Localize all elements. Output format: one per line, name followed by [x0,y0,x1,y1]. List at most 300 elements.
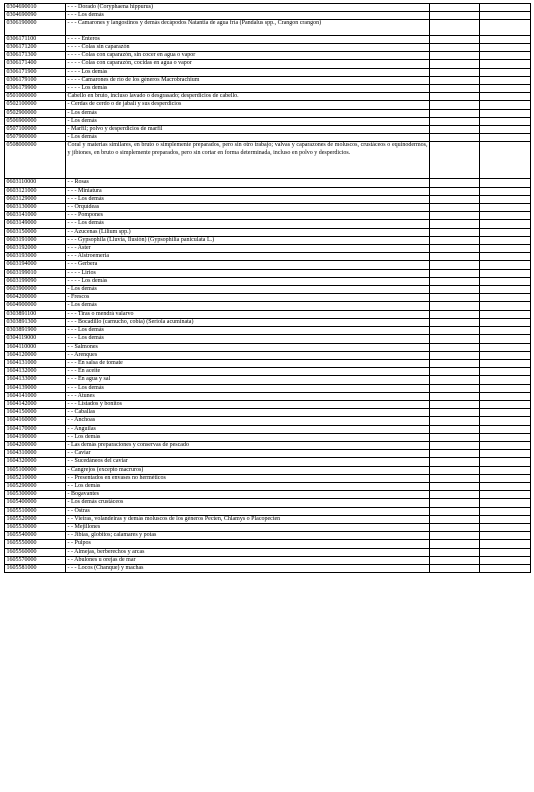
table-row [5,368,531,376]
empty-cell [430,101,480,109]
tariff-description-cell: - - Arenques [66,351,430,359]
empty-cell [480,482,531,490]
empty-cell [480,253,531,261]
table-row [5,101,531,109]
tariff-description-cell: - - - Los demás [66,327,430,335]
tariff-code-cell: 1604131000 [5,359,66,367]
empty-cell [430,286,480,294]
table-row [5,126,531,134]
tariff-code-cell: 0306190000 [5,20,66,35]
tariff-description-cell: - - - - Colas con caparazón, cocidas en agua o vapor [66,60,430,68]
table-row [5,245,531,253]
tariff-table-body [5,4,531,573]
tariff-code-cell: 0603199090 [5,277,66,285]
tariff-description-cell: - Los demás [66,302,430,310]
empty-cell [430,376,480,384]
empty-cell [430,343,480,351]
table-row [5,44,531,52]
tariff-code-cell: 0603149000 [5,220,66,228]
table-row [5,76,531,84]
tariff-code-cell: 0506900000 [5,117,66,125]
empty-cell [480,35,531,43]
tariff-description-cell: - - - Los demás [66,384,430,392]
table-row [5,302,531,310]
table-row [5,400,531,408]
empty-cell [430,482,480,490]
tariff-code-cell: 1604200000 [5,441,66,449]
tariff-code-cell: 1604133000 [5,376,66,384]
tariff-description-cell: - - - Gypsophila (Lluvia, Ilusión) (Gypsophilia paniculata L.) [66,236,430,244]
tariff-description-cell: - Los demás [66,286,430,294]
tariff-code-cell: 1604190000 [5,433,66,441]
empty-cell [430,532,480,540]
empty-cell [480,269,531,277]
tariff-code-cell: 0304690010 [5,4,66,12]
tariff-code-cell: 0604900000 [5,302,66,310]
tariff-description-cell: - - - Dorado (Coryphaena hippurus) [66,4,430,12]
empty-cell [480,236,531,244]
empty-cell [480,327,531,335]
table-row [5,507,531,515]
tariff-description-cell: - Cangrejos (excepto macruros) [66,466,430,474]
tariff-code-cell: 0306171100 [5,35,66,43]
table-row [5,564,531,572]
tariff-code-cell: 1605581000 [5,564,66,572]
empty-cell [480,109,531,117]
tariff-code-cell: 0603192000 [5,245,66,253]
empty-cell [480,277,531,285]
empty-cell [430,474,480,482]
empty-cell [430,409,480,417]
empty-cell [430,556,480,564]
tariff-description-cell: - - - - Colas con caparazón, sin cocer en agua o vapor [66,52,430,60]
tariff-code-cell: 0303891300 [5,318,66,326]
tariff-description-cell: - - Almejas, berberechos y arcas [66,548,430,556]
table-row [5,384,531,392]
empty-cell [480,4,531,12]
tariff-description-cell: - - Azucenas (Lilium spp.) [66,228,430,236]
empty-cell [480,261,531,269]
empty-cell [430,179,480,187]
table-row [5,142,531,179]
tariff-code-cell: 1605550000 [5,540,66,548]
table-row [5,4,531,12]
tariff-code-cell: 0603900000 [5,286,66,294]
empty-cell [430,384,480,392]
empty-cell [430,564,480,572]
empty-cell [480,548,531,556]
tariff-description-cell: - Frescos [66,294,430,302]
empty-cell [480,68,531,76]
table-row [5,458,531,466]
tariff-description-cell: - - Anchoas [66,417,430,425]
tariff-code-cell: 1604139000 [5,384,66,392]
empty-cell [480,318,531,326]
tariff-description-cell: - Los demás [66,109,430,117]
empty-cell [430,318,480,326]
table-row [5,499,531,507]
tariff-description-cell: - - - En agua y sal [66,376,430,384]
empty-cell [480,556,531,564]
tariff-description-cell: - - Anguilas [66,425,430,433]
empty-cell [480,142,531,179]
empty-cell [430,499,480,507]
tariff-code-cell: 1605290000 [5,482,66,490]
tariff-code-cell: 0603130000 [5,204,66,212]
tariff-description-cell: - - - Camarones y langostinos y demás decápodos Natantia de agua fría (Pandalus spp., Crangon crangon) [66,20,430,35]
tariff-description-cell: - - Los demás [66,482,430,490]
empty-cell [480,52,531,60]
tariff-code-cell: 0603110000 [5,179,66,187]
tariff-description-cell: - - - - Colas sin caparazón [66,44,430,52]
empty-cell [480,409,531,417]
empty-cell [480,126,531,134]
empty-cell [480,368,531,376]
tariff-description-cell: Coral y materias similares, en bruto o simplemente preparados, pero sin otro trabajo; valvas y caparazones de moluscos, crustáceos o equinodermos, y jibiones, en bruto o simplemente preparados, pero sin cortar en forma determinada, incluso en polvo y desperdicios. [66,142,430,179]
tariff-description-cell: - Los demás crustáceos [66,499,430,507]
tariff-code-cell: 1604320000 [5,458,66,466]
empty-cell [480,134,531,142]
tariff-code-cell: 1605570000 [5,556,66,564]
tariff-code-cell: 0306171900 [5,68,66,76]
table-row [5,482,531,490]
tariff-code-cell: 1605210000 [5,474,66,482]
empty-cell [430,204,480,212]
empty-cell [430,85,480,93]
table-row [5,253,531,261]
tariff-description-cell: - - - En aceite [66,368,430,376]
tariff-description-cell: - Los demás [66,134,430,142]
tariff-code-cell: 0604200000 [5,294,66,302]
tariff-description-cell: - - - Los demás [66,220,430,228]
tariff-code-cell: 0501000000 [5,93,66,101]
empty-cell [430,335,480,343]
table-row [5,425,531,433]
empty-cell [430,4,480,12]
empty-cell [480,245,531,253]
tariff-description-cell: - - - Listados y bonitos [66,400,430,408]
table-row [5,523,531,531]
tariff-code-cell: 1605100000 [5,466,66,474]
tariff-description-cell: - - - - Los demás [66,68,430,76]
table-row [5,236,531,244]
tariff-code-cell: 0306171300 [5,52,66,60]
empty-cell [430,433,480,441]
table-row [5,433,531,441]
empty-cell [480,195,531,203]
tariff-code-cell: 0603199010 [5,269,66,277]
tariff-description-cell: - - - Aster [66,245,430,253]
table-row [5,109,531,117]
tariff-description-cell: - - - - Lirios [66,269,430,277]
tariff-description-cell: - - - Pompones [66,212,430,220]
table-row [5,269,531,277]
tariff-code-cell: 0507100000 [5,126,66,134]
tariff-description-cell: - Los demás [66,117,430,125]
tariff-code-cell: 1604120000 [5,351,66,359]
tariff-code-cell: 1604310000 [5,450,66,458]
table-row [5,294,531,302]
empty-cell [480,491,531,499]
tariff-description-cell: - - - Los demás [66,195,430,203]
tariff-code-cell: 1604170000 [5,425,66,433]
empty-cell [480,376,531,384]
empty-cell [430,302,480,310]
empty-cell [480,212,531,220]
table-row [5,93,531,101]
table-row [5,335,531,343]
tariff-description-cell: - - - Alstroemeria [66,253,430,261]
tariff-description-cell: - - Salmones [66,343,430,351]
table-row [5,318,531,326]
table-row [5,540,531,548]
empty-cell [480,359,531,367]
empty-cell [480,532,531,540]
empty-cell [480,117,531,125]
table-row [5,228,531,236]
tariff-code-cell: 1604150000 [5,409,66,417]
table-row [5,204,531,212]
tariff-description-cell: - - Los demás [66,433,430,441]
tariff-code-cell: 0507900000 [5,134,66,142]
table-row [5,417,531,425]
table-row [5,343,531,351]
table-row [5,12,531,20]
empty-cell [430,109,480,117]
empty-cell [430,60,480,68]
empty-cell [430,35,480,43]
empty-cell [430,212,480,220]
empty-cell [480,302,531,310]
empty-cell [480,93,531,101]
tariff-code-cell: 1604160000 [5,417,66,425]
empty-cell [480,179,531,187]
empty-cell [430,368,480,376]
tariff-code-cell: 1605400000 [5,499,66,507]
empty-cell [480,499,531,507]
tariff-description-cell: - Marfil; polvo y desperdicios de marfil [66,126,430,134]
tariff-description-cell: - - Pulpos [66,540,430,548]
empty-cell [480,417,531,425]
tariff-description-cell: - - Ostras [66,507,430,515]
empty-cell [480,228,531,236]
table-row [5,441,531,449]
tariff-description-cell: - - - Miniatura [66,187,430,195]
empty-cell [480,310,531,318]
table-row [5,327,531,335]
empty-cell [430,76,480,84]
tariff-description-cell: - - Sucedáneos del caviar [66,458,430,466]
tariff-description-cell: - - - Gerbera [66,261,430,269]
table-row [5,212,531,220]
empty-cell [430,441,480,449]
empty-cell [480,392,531,400]
empty-cell [430,142,480,179]
tariff-code-cell: 0502900000 [5,109,66,117]
empty-cell [480,466,531,474]
table-row [5,392,531,400]
tariff-description-cell: - - - Los demás [66,12,430,20]
tariff-code-cell: 0603193000 [5,253,66,261]
empty-cell [480,76,531,84]
tariff-code-cell: 1605530000 [5,523,66,531]
empty-cell [430,52,480,60]
tariff-code-cell: 1604110000 [5,343,66,351]
tariff-description-cell: - Las demás preparaciones y conservas de pescado [66,441,430,449]
empty-cell [480,335,531,343]
empty-cell [480,564,531,572]
tariff-code-cell: 0508000000 [5,142,66,179]
table-row [5,466,531,474]
tariff-description-cell: - - - - Enteros [66,35,430,43]
tariff-description-cell: - - - - Los demás [66,85,430,93]
tariff-code-cell: 0306179900 [5,85,66,93]
tariff-description-cell: - - Mejillones [66,523,430,531]
empty-cell [480,450,531,458]
tariff-code-cell: 1605510000 [5,507,66,515]
table-row [5,351,531,359]
tariff-description-cell: - - - - Los demás [66,277,430,285]
tariff-description-cell: - - Caballas [66,409,430,417]
empty-cell [430,548,480,556]
empty-cell [430,93,480,101]
tariff-description-cell: - - Caviar [66,450,430,458]
tariff-description-cell: - - - - Camarones de río de los géneros Macrobrachium [66,76,430,84]
empty-cell [430,245,480,253]
tariff-code-cell: 0304119000 [5,335,66,343]
empty-cell [480,425,531,433]
tariff-description-cell: - - Jibias, globitos; calamares y potas [66,532,430,540]
empty-cell [480,515,531,523]
empty-cell [480,20,531,35]
tariff-code-cell: 0603129000 [5,195,66,203]
tariff-code-cell: 0603121000 [5,187,66,195]
empty-cell [480,60,531,68]
empty-cell [480,343,531,351]
table-row [5,187,531,195]
table-row [5,286,531,294]
empty-cell [430,220,480,228]
tariff-description-cell: - - Orquídeas [66,204,430,212]
table-row [5,556,531,564]
table-row [5,359,531,367]
table-row [5,261,531,269]
tariff-table [4,3,531,573]
empty-cell [430,134,480,142]
tariff-code-cell: 1604132000 [5,368,66,376]
table-row [5,85,531,93]
empty-cell [430,507,480,515]
tariff-description-cell: - Cerdas de cerdo o de jabalí y sus desperdicios [66,101,430,109]
empty-cell [430,12,480,20]
tariff-code-cell: 0303891900 [5,327,66,335]
table-row [5,450,531,458]
empty-cell [430,187,480,195]
table-row [5,491,531,499]
tariff-code-cell: 1604141000 [5,392,66,400]
empty-cell [430,400,480,408]
empty-cell [430,310,480,318]
empty-cell [480,384,531,392]
table-row [5,515,531,523]
empty-cell [480,351,531,359]
tariff-code-cell: 0306179100 [5,76,66,84]
empty-cell [430,351,480,359]
empty-cell [430,466,480,474]
tariff-code-cell: 0306171200 [5,44,66,52]
empty-cell [430,417,480,425]
empty-cell [480,458,531,466]
tariff-description-cell: - - Vieiras, volandeiras y demás moluscos de los géneros Pecten, Chlamys o Placopecten [66,515,430,523]
tariff-description-cell: - - - En salsa de tomate [66,359,430,367]
tariff-code-cell: 0502100000 [5,101,66,109]
tariff-code-cell: 0603141000 [5,212,66,220]
empty-cell [480,286,531,294]
table-row [5,117,531,125]
empty-cell [430,515,480,523]
empty-cell [430,491,480,499]
table-row [5,68,531,76]
tariff-description-cell: - - - Bocadillo (carnucho, cobia) (Seriola acuminata) [66,318,430,326]
table-row [5,195,531,203]
table-row [5,277,531,285]
empty-cell [480,523,531,531]
empty-cell [430,126,480,134]
table-row [5,409,531,417]
empty-cell [430,294,480,302]
tariff-code-cell: 0603194000 [5,261,66,269]
empty-cell [430,20,480,35]
table-row [5,134,531,142]
tariff-code-cell: 1604142000 [5,400,66,408]
tariff-code-cell: 1605540000 [5,532,66,540]
empty-cell [430,540,480,548]
tariff-code-cell: 0303891100 [5,310,66,318]
table-row [5,35,531,43]
empty-cell [430,269,480,277]
empty-cell [480,400,531,408]
empty-cell [480,540,531,548]
empty-cell [480,101,531,109]
empty-cell [430,359,480,367]
empty-cell [480,441,531,449]
tariff-description-cell: - - Presentados en envases no herméticos [66,474,430,482]
tariff-description-cell: - - Rosas [66,179,430,187]
empty-cell [430,228,480,236]
empty-cell [430,425,480,433]
empty-cell [480,204,531,212]
table-row [5,179,531,187]
table-row [5,60,531,68]
tariff-description-cell: - - - Tiras o mendrá valarvo [66,310,430,318]
tariff-description-cell: - - Abulones u orejas de mar [66,556,430,564]
empty-cell [430,450,480,458]
empty-cell [480,187,531,195]
table-row [5,220,531,228]
empty-cell [480,294,531,302]
empty-cell [480,507,531,515]
tariff-description-cell: Cabello en bruto, incluso lavado o desgrasado; desperdicios de cabello. [66,93,430,101]
tariff-code-cell: 1605300000 [5,491,66,499]
tariff-description-cell: - - - Atunes [66,392,430,400]
empty-cell [430,458,480,466]
empty-cell [480,474,531,482]
tariff-description-cell: - - - Locos (Chanque) y machas [66,564,430,572]
empty-cell [430,392,480,400]
empty-cell [430,117,480,125]
tariff-code-cell: 0306171400 [5,60,66,68]
table-row [5,548,531,556]
